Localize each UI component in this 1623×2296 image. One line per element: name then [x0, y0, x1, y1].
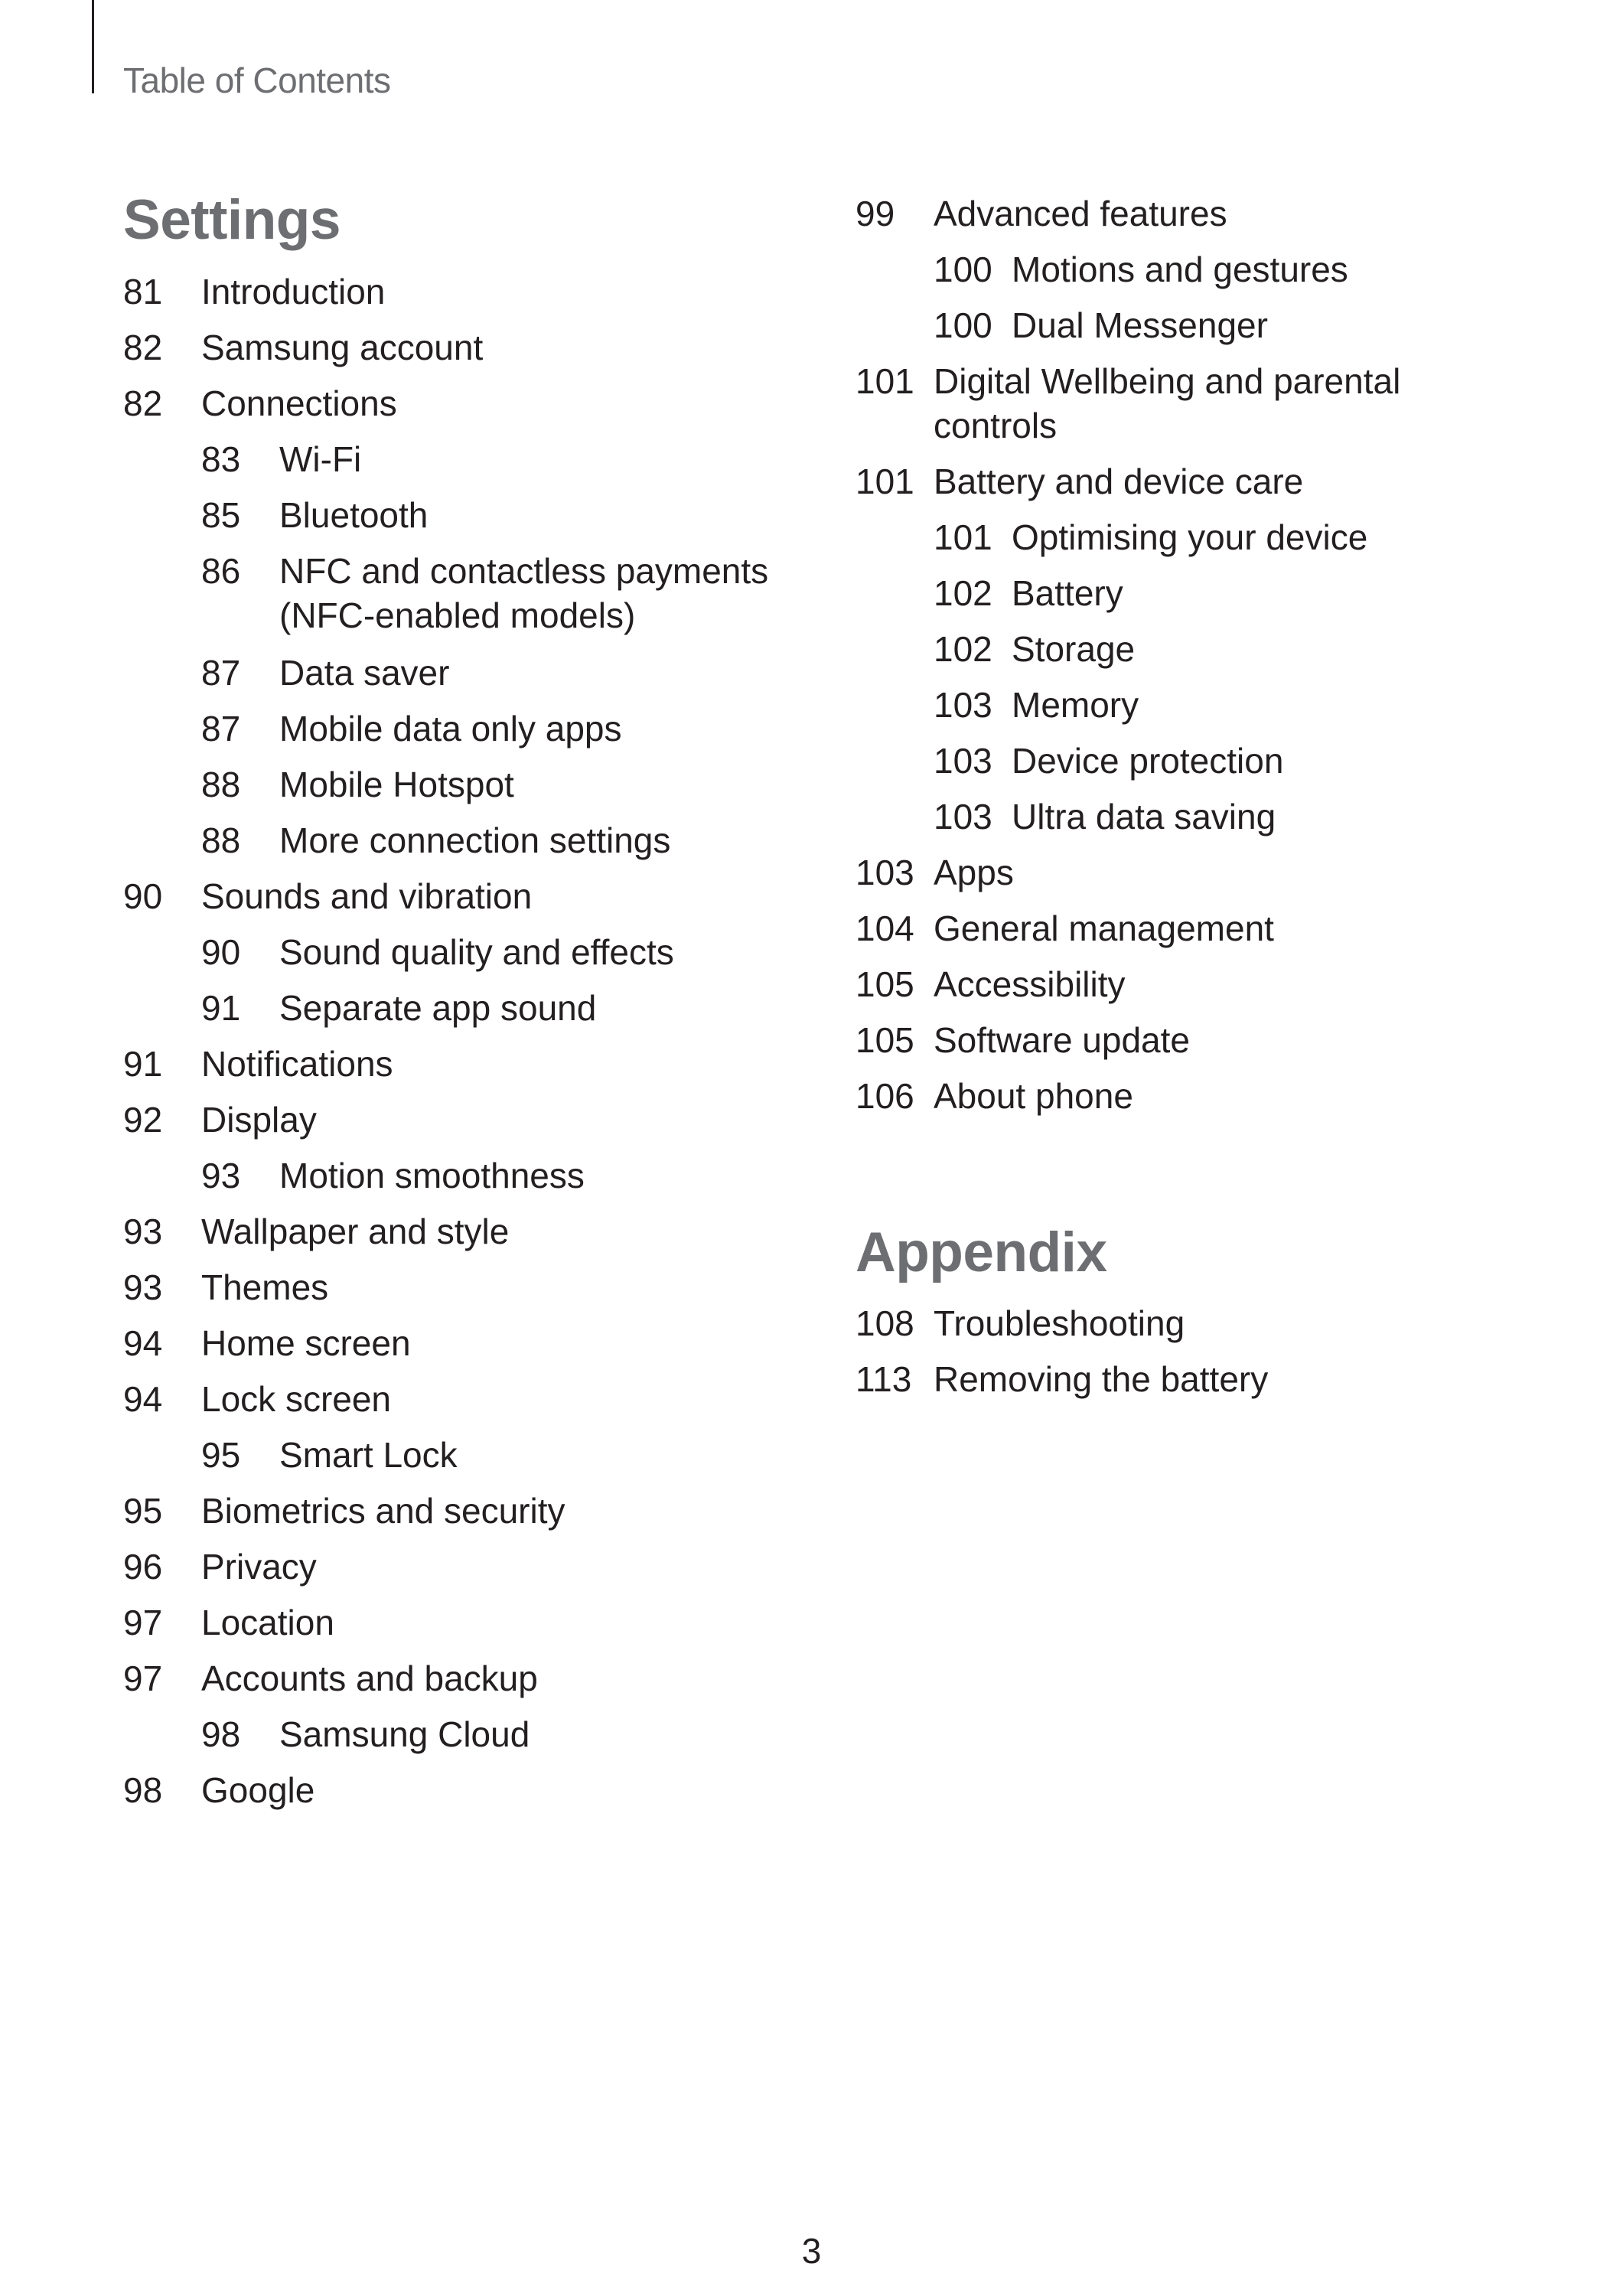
toc-page-number: 95	[201, 1435, 241, 1475]
toc-label: Software update	[934, 1020, 1191, 1060]
toc-label: Bluetooth	[279, 495, 429, 535]
toc-page-number: 94	[123, 1379, 163, 1419]
toc-page-number: 108	[855, 1303, 914, 1343]
toc-label: Lock screen	[201, 1379, 392, 1419]
toc-label: Motions and gestures	[1012, 249, 1348, 289]
toc-page-number: 102	[934, 629, 992, 669]
toc-label: Notifications	[201, 1044, 393, 1084]
toc-page-number: 104	[855, 908, 914, 948]
toc-label: Smart Lock	[279, 1435, 458, 1475]
toc-page-number: 85	[201, 495, 241, 535]
toc-page-number: 87	[201, 653, 241, 693]
toc-label: Home screen	[201, 1323, 411, 1363]
toc-page-number: 91	[123, 1044, 163, 1084]
toc-page-number: 93	[123, 1212, 163, 1251]
toc-label-line2: (NFC-enabled models)	[279, 595, 636, 635]
toc-label: Device protection	[1012, 741, 1284, 781]
toc-label: Mobile Hotspot	[279, 765, 514, 804]
toc-label: Data saver	[279, 653, 450, 693]
toc-page-number: 98	[123, 1770, 163, 1810]
toc-page-number: 103	[934, 797, 992, 837]
section-title-appendix: Appendix	[855, 1221, 1107, 1283]
header-rule	[92, 0, 94, 93]
toc-page-number: 103	[855, 853, 914, 892]
toc-page-number: 96	[123, 1547, 163, 1587]
toc-page-number: 101	[855, 361, 914, 401]
toc-page-number: 82	[123, 328, 163, 367]
toc-page-number: 88	[201, 820, 241, 860]
toc-label: Storage	[1012, 629, 1136, 669]
toc-label: Ultra data saving	[1012, 797, 1276, 837]
toc-page-number: 83	[201, 439, 241, 479]
toc-label: Samsung account	[201, 328, 484, 367]
toc-label: Samsung Cloud	[279, 1714, 530, 1754]
toc-page-number: 101	[934, 517, 992, 557]
toc-page-number: 93	[123, 1267, 163, 1307]
toc-page-number: 105	[855, 1020, 914, 1060]
toc-label: Dual Messenger	[1012, 305, 1268, 345]
toc-label: Digital Wellbeing and parental	[934, 361, 1401, 401]
toc-label: Apps	[934, 853, 1014, 892]
toc-label: Google	[201, 1770, 315, 1810]
toc-label: Troubleshooting	[934, 1303, 1185, 1343]
toc-label: Connections	[201, 383, 397, 423]
toc-label: Wallpaper and style	[201, 1212, 510, 1251]
toc-label: Memory	[1012, 685, 1139, 725]
toc-label: Separate app sound	[279, 988, 597, 1028]
toc-page-number: 87	[201, 709, 241, 748]
toc-page-number: 103	[934, 741, 992, 781]
toc-label: Advanced features	[934, 194, 1227, 233]
toc-page-number: 92	[123, 1100, 163, 1140]
toc-label: Sound quality and effects	[279, 932, 674, 972]
toc-label: Removing the battery	[934, 1359, 1269, 1399]
toc-page-number: 106	[855, 1076, 914, 1116]
toc-label: Introduction	[201, 272, 386, 311]
toc-page-number: 99	[855, 194, 895, 233]
section-title-settings: Settings	[123, 189, 341, 251]
toc-label: Accounts and backup	[201, 1658, 538, 1698]
toc-label: NFC and contactless payments	[279, 551, 769, 591]
toc-label: Battery and device care	[934, 461, 1304, 501]
toc-page-number: 94	[123, 1323, 163, 1363]
toc-page-number: 93	[201, 1156, 241, 1195]
toc-page-number: 82	[123, 383, 163, 423]
toc-page-number: 88	[201, 765, 241, 804]
toc-page-number: 113	[855, 1359, 912, 1399]
toc-label: More connection settings	[279, 820, 671, 860]
toc-label: Motion smoothness	[279, 1156, 585, 1195]
toc-label: Themes	[201, 1267, 329, 1307]
toc-label: Privacy	[201, 1547, 317, 1587]
toc-page-number: 90	[201, 932, 241, 972]
toc-label-line2: controls	[934, 406, 1058, 445]
toc-label: Mobile data only apps	[279, 709, 622, 748]
toc-page-number: 97	[123, 1658, 163, 1698]
toc-page-number: 90	[123, 876, 163, 916]
toc-page-number: 102	[934, 573, 992, 613]
toc-label: Wi-Fi	[279, 439, 362, 479]
toc-page-number: 81	[123, 272, 163, 311]
page-number: 3	[801, 2231, 822, 2271]
toc-label: Optimising your device	[1012, 517, 1368, 557]
toc-label: Location	[201, 1603, 334, 1642]
toc-page-number: 86	[201, 551, 241, 591]
toc-label: Biometrics and security	[201, 1491, 565, 1531]
toc-page-number: 100	[934, 249, 992, 289]
toc-label: Sounds and vibration	[201, 876, 533, 916]
toc-page-number: 100	[934, 305, 992, 345]
toc-label: Display	[201, 1100, 317, 1140]
toc-page-number: 103	[934, 685, 992, 725]
toc-page-number: 98	[201, 1714, 241, 1754]
toc-page-number: 105	[855, 964, 914, 1004]
toc-label: General management	[934, 908, 1274, 948]
toc-page-number: 91	[201, 988, 241, 1028]
running-header: Table of Contents	[123, 60, 391, 100]
toc-page-number: 97	[123, 1603, 163, 1642]
toc-label: About phone	[934, 1076, 1133, 1116]
toc-label: Accessibility	[934, 964, 1126, 1004]
toc-page-number: 95	[123, 1491, 163, 1531]
toc-page-number: 101	[855, 461, 914, 501]
toc-label: Battery	[1012, 573, 1123, 613]
